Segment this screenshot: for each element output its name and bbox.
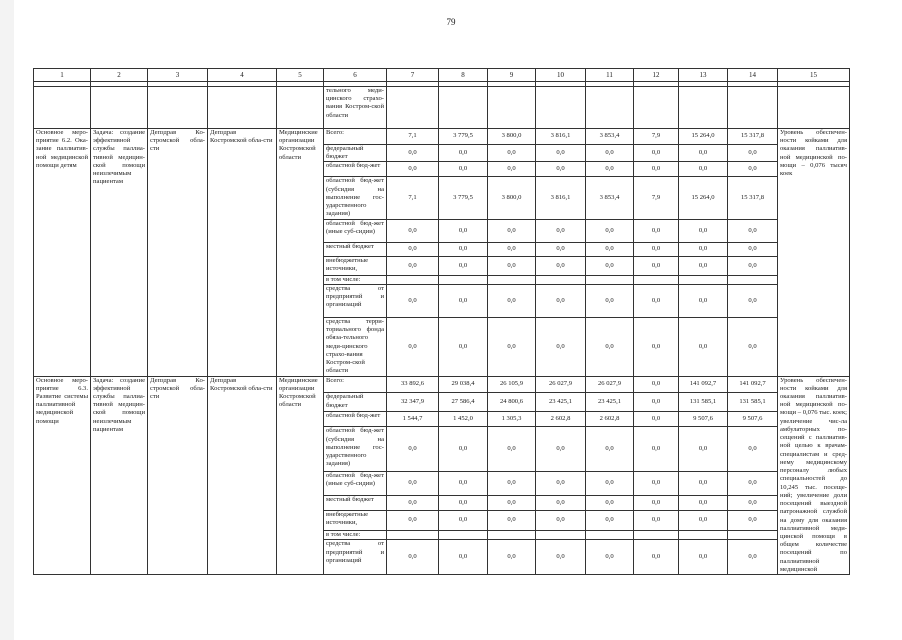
customer: Депздрав Ко-стромской обла-сти — [148, 376, 208, 575]
empty-cell — [634, 87, 679, 129]
task-description: Задача: создание эффективной службы паллиа-тивной медицин-ской помощи неизлечимым пациентам — [91, 129, 148, 377]
funding-value: 3 779,5 — [439, 177, 488, 219]
funding-value: 15 264,0 — [679, 177, 728, 219]
funding-value: 1 544,7 — [387, 411, 439, 427]
funding-value: 0,0 — [488, 256, 536, 275]
empty-cell — [679, 87, 728, 129]
source-label: тельного меди-цинского страхо-вания Костром-ской области — [324, 87, 387, 129]
funding-value: 1 305,3 — [488, 411, 536, 427]
funding-value: 0,0 — [536, 471, 586, 495]
funding-value: 3 816,1 — [536, 177, 586, 219]
funding-value: 0,0 — [536, 427, 586, 471]
funding-value: 0,0 — [387, 427, 439, 471]
funding-value: 0,0 — [586, 162, 634, 177]
funding-value: 0,0 — [387, 162, 439, 177]
funding-value: 0,0 — [536, 284, 586, 317]
continuation-row — [34, 87, 850, 129]
empty-cell — [586, 87, 634, 129]
funding-value: 0,0 — [634, 495, 679, 510]
funding-value: 0,0 — [679, 256, 728, 275]
funding-value: 2 602,8 — [586, 411, 634, 427]
funding-value: 0,0 — [439, 256, 488, 275]
column-header: 7 — [387, 69, 439, 82]
funding-value: 0,0 — [387, 471, 439, 495]
funding-value — [439, 275, 488, 284]
funding-value: 3 853,4 — [586, 129, 634, 145]
funding-value: 141 092,7 — [728, 376, 778, 393]
funding-value: 0,0 — [387, 510, 439, 530]
funding-value: 0,0 — [634, 393, 679, 411]
funding-value — [634, 530, 679, 540]
funding-value: 0,0 — [679, 510, 728, 530]
funding-value — [586, 530, 634, 540]
funding-value: 0,0 — [439, 427, 488, 471]
funding-value: 0,0 — [387, 219, 439, 242]
funding-value: 0,0 — [488, 510, 536, 530]
funding-value: 0,0 — [679, 145, 728, 162]
budget-table-wrapper — [33, 68, 850, 575]
column-header: 12 — [634, 69, 679, 82]
funding-value — [536, 530, 586, 540]
funding-value: 32 347,9 — [387, 393, 439, 411]
funding-value: 0,0 — [679, 540, 728, 575]
funding-value: 0,0 — [634, 284, 679, 317]
funding-value: 141 092,7 — [679, 376, 728, 393]
funding-value — [679, 530, 728, 540]
empty-cell — [91, 87, 148, 129]
funding-value — [728, 275, 778, 284]
funding-value: 0,0 — [634, 427, 679, 471]
funding-value: 0,0 — [586, 145, 634, 162]
expected-result: Уровень обеспечен-ности койками для оказания паллиатив-ной медицинской по-мощи – 0,076 тысяч коек — [778, 129, 850, 377]
funding-value: 0,0 — [728, 242, 778, 256]
column-header: 15 — [778, 69, 850, 82]
funding-value: 0,0 — [439, 495, 488, 510]
funding-value: 0,0 — [387, 495, 439, 510]
funding-value: 0,0 — [439, 219, 488, 242]
funding-value: 0,0 — [536, 145, 586, 162]
funding-value — [679, 275, 728, 284]
funding-value: 26 027,9 — [536, 376, 586, 393]
funding-value: 0,0 — [488, 317, 536, 376]
funding-value: 0,0 — [634, 219, 679, 242]
funding-value: 0,0 — [586, 284, 634, 317]
funding-value — [728, 530, 778, 540]
funding-value: 0,0 — [488, 219, 536, 242]
budget-table — [33, 68, 850, 575]
funding-value: 3 816,1 — [536, 129, 586, 145]
measure-name: Основное меро-приятие 6.3. Развитие системы паллиативной медицинской помощи — [34, 376, 91, 575]
funding-value: 23 425,1 — [536, 393, 586, 411]
funding-value: 0,0 — [586, 510, 634, 530]
funding-value: 27 586,4 — [439, 393, 488, 411]
empty-cell — [728, 87, 778, 129]
funding-source: областной бюд-жет (иные суб-сидии) — [324, 471, 387, 495]
funding-value: 0,0 — [536, 242, 586, 256]
funding-value: 131 585,1 — [679, 393, 728, 411]
empty-cell — [277, 87, 324, 129]
funding-value: 0,0 — [586, 242, 634, 256]
column-header: 9 — [488, 69, 536, 82]
funding-value: 0,0 — [536, 256, 586, 275]
funding-value: 0,0 — [439, 540, 488, 575]
funding-value: 0,0 — [387, 242, 439, 256]
expected-result: Уровень обеспечен-ности койками для оказания паллиатив-ной медицинской по-мощи – 0,076 тыс. коек; увеличение чис-ла амбулаторных по-сещений с паллиатив-ной целью к врачам-специалистам и сред-нему медицинскому персоналу любых специальностей до 10,245 тыс. посеще-ний; увеличение доли посещений выездной патронажной службой на дому для оказания паллиативной меди-цинской помощи в общем количестве посещений по паллиативной медицинской — [778, 376, 850, 575]
funding-value: 0,0 — [634, 540, 679, 575]
funding-value: 0,0 — [387, 540, 439, 575]
funding-value: 0,0 — [536, 317, 586, 376]
funding-source: федеральный бюджет — [324, 145, 387, 162]
funding-value: 0,0 — [728, 162, 778, 177]
customer: Депздрав Ко-стромской обла-сти — [148, 129, 208, 377]
table-row — [34, 129, 850, 145]
funding-value: 0,0 — [536, 510, 586, 530]
funding-value: 9 507,6 — [679, 411, 728, 427]
funding-value: 0,0 — [679, 219, 728, 242]
scan-margin — [0, 0, 14, 640]
funding-value: 0,0 — [387, 256, 439, 275]
funding-value: 2 602,8 — [536, 411, 586, 427]
empty-cell — [34, 87, 91, 129]
funding-value: 24 800,6 — [488, 393, 536, 411]
column-header: 6 — [324, 69, 387, 82]
funding-value: 0,0 — [439, 510, 488, 530]
funding-value: 0,0 — [439, 471, 488, 495]
funding-value: 0,0 — [634, 145, 679, 162]
funding-value: 15 317,8 — [728, 129, 778, 145]
funding-value: 0,0 — [439, 317, 488, 376]
funding-source: областной бюд-жет (субсидия на выполнение гос-ударственного задания) — [324, 177, 387, 219]
empty-cell — [536, 87, 586, 129]
funding-source: областной бюд-жет (иные суб-сидии) — [324, 219, 387, 242]
funding-value: 0,0 — [728, 427, 778, 471]
funding-value: 0,0 — [728, 510, 778, 530]
page-number: 79 — [446, 17, 456, 27]
column-header: 13 — [679, 69, 728, 82]
funding-value: 0,0 — [586, 471, 634, 495]
funding-value: 0,0 — [634, 317, 679, 376]
funding-value: 0,0 — [634, 510, 679, 530]
funding-value — [634, 275, 679, 284]
funding-value: 0,0 — [728, 284, 778, 317]
funding-source: внебюджетные источники, — [324, 256, 387, 275]
funding-value: 0,0 — [439, 284, 488, 317]
funding-source: Всего: — [324, 129, 387, 145]
funding-value: 26 027,9 — [586, 376, 634, 393]
column-header: 8 — [439, 69, 488, 82]
column-header: 10 — [536, 69, 586, 82]
funding-value: 1 452,0 — [439, 411, 488, 427]
funding-value: 0,0 — [634, 471, 679, 495]
responsible-executor: Депздрав Костромской обла-сти — [208, 129, 277, 377]
funding-source: областной бюд-жет — [324, 162, 387, 177]
funding-value: 0,0 — [536, 540, 586, 575]
funding-value: 7,9 — [634, 177, 679, 219]
funding-value: 0,0 — [679, 495, 728, 510]
empty-cell — [148, 87, 208, 129]
funding-source: средства от предприятий и организаций — [324, 284, 387, 317]
funding-value: 0,0 — [488, 471, 536, 495]
funding-value: 33 892,6 — [387, 376, 439, 393]
funding-source: в том числе: — [324, 275, 387, 284]
funding-value: 0,0 — [439, 145, 488, 162]
co-executor: Медицинские организации Костромской области — [277, 129, 324, 377]
task-description: Задача: создание эффективной службы паллиа-тивной медицин-ской помощи неизлечимым пациентам — [91, 376, 148, 575]
funding-value: 0,0 — [536, 219, 586, 242]
funding-value: 0,0 — [634, 242, 679, 256]
funding-value: 29 038,4 — [439, 376, 488, 393]
funding-value: 0,0 — [586, 495, 634, 510]
funding-value — [387, 275, 439, 284]
funding-value: 15 317,8 — [728, 177, 778, 219]
funding-source: местный бюджет — [324, 242, 387, 256]
funding-value: 0,0 — [439, 242, 488, 256]
funding-value: 0,0 — [488, 145, 536, 162]
funding-value: 0,0 — [634, 411, 679, 427]
funding-value: 0,0 — [728, 540, 778, 575]
funding-value: 0,0 — [679, 284, 728, 317]
funding-value: 0,0 — [586, 317, 634, 376]
funding-value: 0,0 — [488, 495, 536, 510]
funding-value — [586, 275, 634, 284]
header-row — [34, 69, 850, 82]
empty-cell — [439, 87, 488, 129]
funding-value: 0,0 — [728, 471, 778, 495]
funding-source: средства терри-ториального фонда обяза-тельного меди-цинского страхо-вания Костром-ской области — [324, 317, 387, 376]
funding-value: 3 800,0 — [488, 129, 536, 145]
funding-value: 0,0 — [679, 162, 728, 177]
funding-value: 0,0 — [387, 317, 439, 376]
column-header: 11 — [586, 69, 634, 82]
funding-value: 0,0 — [679, 427, 728, 471]
funding-value: 0,0 — [634, 376, 679, 393]
funding-value: 0,0 — [439, 162, 488, 177]
funding-value: 9 507,6 — [728, 411, 778, 427]
funding-value: 15 264,0 — [679, 129, 728, 145]
funding-value: 3 779,5 — [439, 129, 488, 145]
funding-source: областной бюд-жет — [324, 411, 387, 427]
column-header: 4 — [208, 69, 277, 82]
funding-value: 26 105,9 — [488, 376, 536, 393]
funding-source: средства от предприятий и организаций — [324, 540, 387, 575]
funding-value: 0,0 — [387, 145, 439, 162]
funding-value: 131 585,1 — [728, 393, 778, 411]
funding-value: 7,1 — [387, 177, 439, 219]
funding-value: 0,0 — [679, 471, 728, 495]
co-executor: Медицинские организации Костромской области — [277, 376, 324, 575]
funding-value: 0,0 — [679, 317, 728, 376]
funding-value: 3 853,4 — [586, 177, 634, 219]
funding-value: 0,0 — [586, 256, 634, 275]
funding-value: 0,0 — [728, 219, 778, 242]
funding-source: местный бюджет — [324, 495, 387, 510]
funding-value — [387, 530, 439, 540]
funding-source: федеральный бюджет — [324, 393, 387, 411]
funding-value: 0,0 — [634, 162, 679, 177]
funding-value: 0,0 — [679, 242, 728, 256]
column-header: 5 — [277, 69, 324, 82]
column-header: 2 — [91, 69, 148, 82]
funding-value: 0,0 — [387, 284, 439, 317]
table-row — [34, 376, 850, 393]
empty-cell — [488, 87, 536, 129]
funding-value: 0,0 — [488, 242, 536, 256]
funding-value — [536, 275, 586, 284]
funding-value: 0,0 — [536, 495, 586, 510]
funding-value: 0,0 — [488, 427, 536, 471]
funding-value: 7,1 — [387, 129, 439, 145]
funding-source: Всего: — [324, 376, 387, 393]
measure-name: Основное меро-приятие 6.2. Ока-зание паллиатив-ной медицинской помощи детям — [34, 129, 91, 377]
funding-value: 0,0 — [586, 219, 634, 242]
funding-value: 0,0 — [586, 540, 634, 575]
column-header: 3 — [148, 69, 208, 82]
funding-value — [488, 530, 536, 540]
funding-value — [439, 530, 488, 540]
funding-value — [488, 275, 536, 284]
funding-value: 3 800,0 — [488, 177, 536, 219]
funding-value: 0,0 — [728, 495, 778, 510]
funding-value: 0,0 — [634, 256, 679, 275]
funding-value: 0,0 — [728, 317, 778, 376]
column-header: 14 — [728, 69, 778, 82]
column-header: 1 — [34, 69, 91, 82]
funding-value: 0,0 — [728, 256, 778, 275]
funding-value: 0,0 — [488, 284, 536, 317]
funding-source: внебюджетные источники, — [324, 510, 387, 530]
funding-value: 0,0 — [536, 162, 586, 177]
funding-value: 7,9 — [634, 129, 679, 145]
funding-value: 0,0 — [586, 427, 634, 471]
funding-source: областной бюд-жет (субсидия на выполнение гос-ударственного задания) — [324, 427, 387, 471]
empty-cell — [387, 87, 439, 129]
empty-cell — [208, 87, 277, 129]
responsible-executor: Депздрав Костромской обла-сти — [208, 376, 277, 575]
funding-source: в том числе: — [324, 530, 387, 540]
funding-value: 0,0 — [728, 145, 778, 162]
funding-value: 23 425,1 — [586, 393, 634, 411]
funding-value: 0,0 — [488, 540, 536, 575]
empty-cell — [778, 87, 850, 129]
funding-value: 0,0 — [488, 162, 536, 177]
